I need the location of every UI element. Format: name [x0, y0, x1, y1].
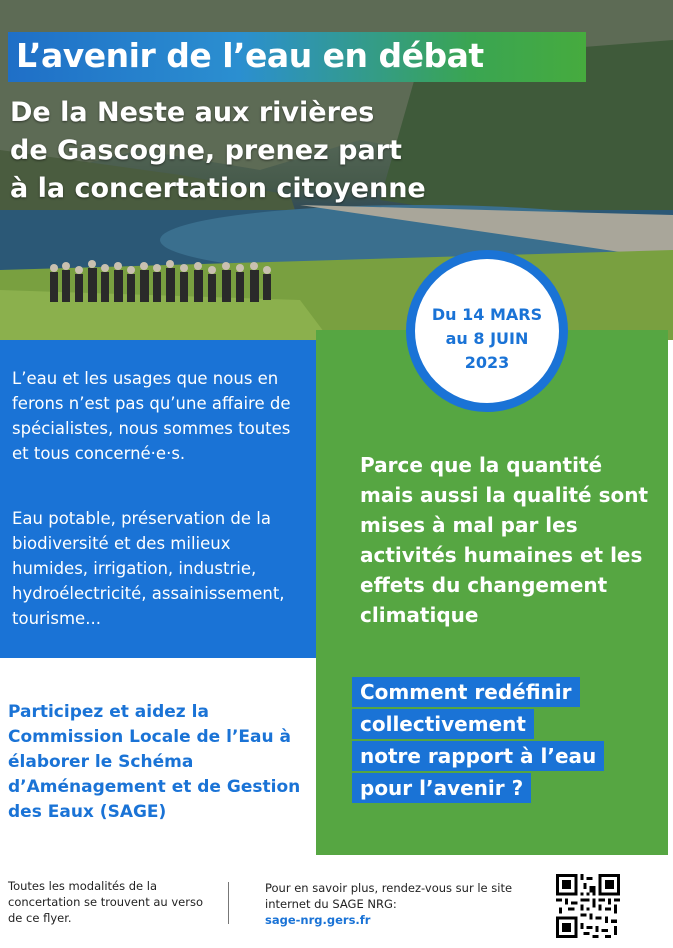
date-year: 2023	[464, 353, 510, 372]
question-line: Comment redéfinir	[352, 677, 580, 707]
main-title-banner	[8, 32, 586, 82]
question-line: notre rapport à l’eau	[352, 741, 604, 771]
subtitle	[10, 94, 530, 208]
footer-note: Toutes les modalités de la concertation se trouvent au verso de ce flyer.	[8, 879, 204, 925]
main-title: L’avenir de l’eau en débat	[16, 36, 484, 75]
website-link[interactable]: sage-nrg.gers.fr	[265, 913, 371, 927]
footer-divider	[228, 882, 229, 924]
question-line: pour l’avenir ?	[352, 773, 531, 803]
question-block	[352, 677, 604, 805]
date-end: au 8 JUIN	[445, 329, 529, 348]
footer-info-text: Pour en savoir plus, rendez-vous sur le site internet du SAGE NRG:	[265, 881, 513, 911]
context-text: Parce que la quantité mais aussi la qualité sont mises à mal par les activités humaines et les effets du changement climatique	[360, 453, 649, 627]
subtitle-line: De la Neste aux rivières	[10, 97, 375, 128]
subtitle-line: de Gascogne, prenez part	[10, 135, 402, 166]
call-to-action: Participez et aidez la Commission Locale de l’Eau à élaborer le Schéma d’Aménagement et de Gestion des Eaux (SAGE)	[8, 702, 301, 822]
question-line: collectivement	[352, 709, 534, 739]
intro-paragraph: L’eau et les usages que nous en ferons n’est pas qu’une affaire de spécialistes, nous sommes toutes et tous concerné·e·s.	[12, 369, 291, 463]
qr-code-icon[interactable]	[556, 874, 620, 938]
blue-panel	[0, 340, 316, 658]
footer-info	[265, 880, 545, 928]
subtitle-line: à la concertation citoyenne	[10, 173, 426, 204]
uses-paragraph: Eau potable, préservation de la biodiversité et des milieux humides, irrigation, industrie, hydroélectricité, assainissement, tourisme...	[12, 509, 285, 628]
date-start: Du 14 MARS	[431, 305, 543, 324]
date-badge	[406, 250, 568, 412]
